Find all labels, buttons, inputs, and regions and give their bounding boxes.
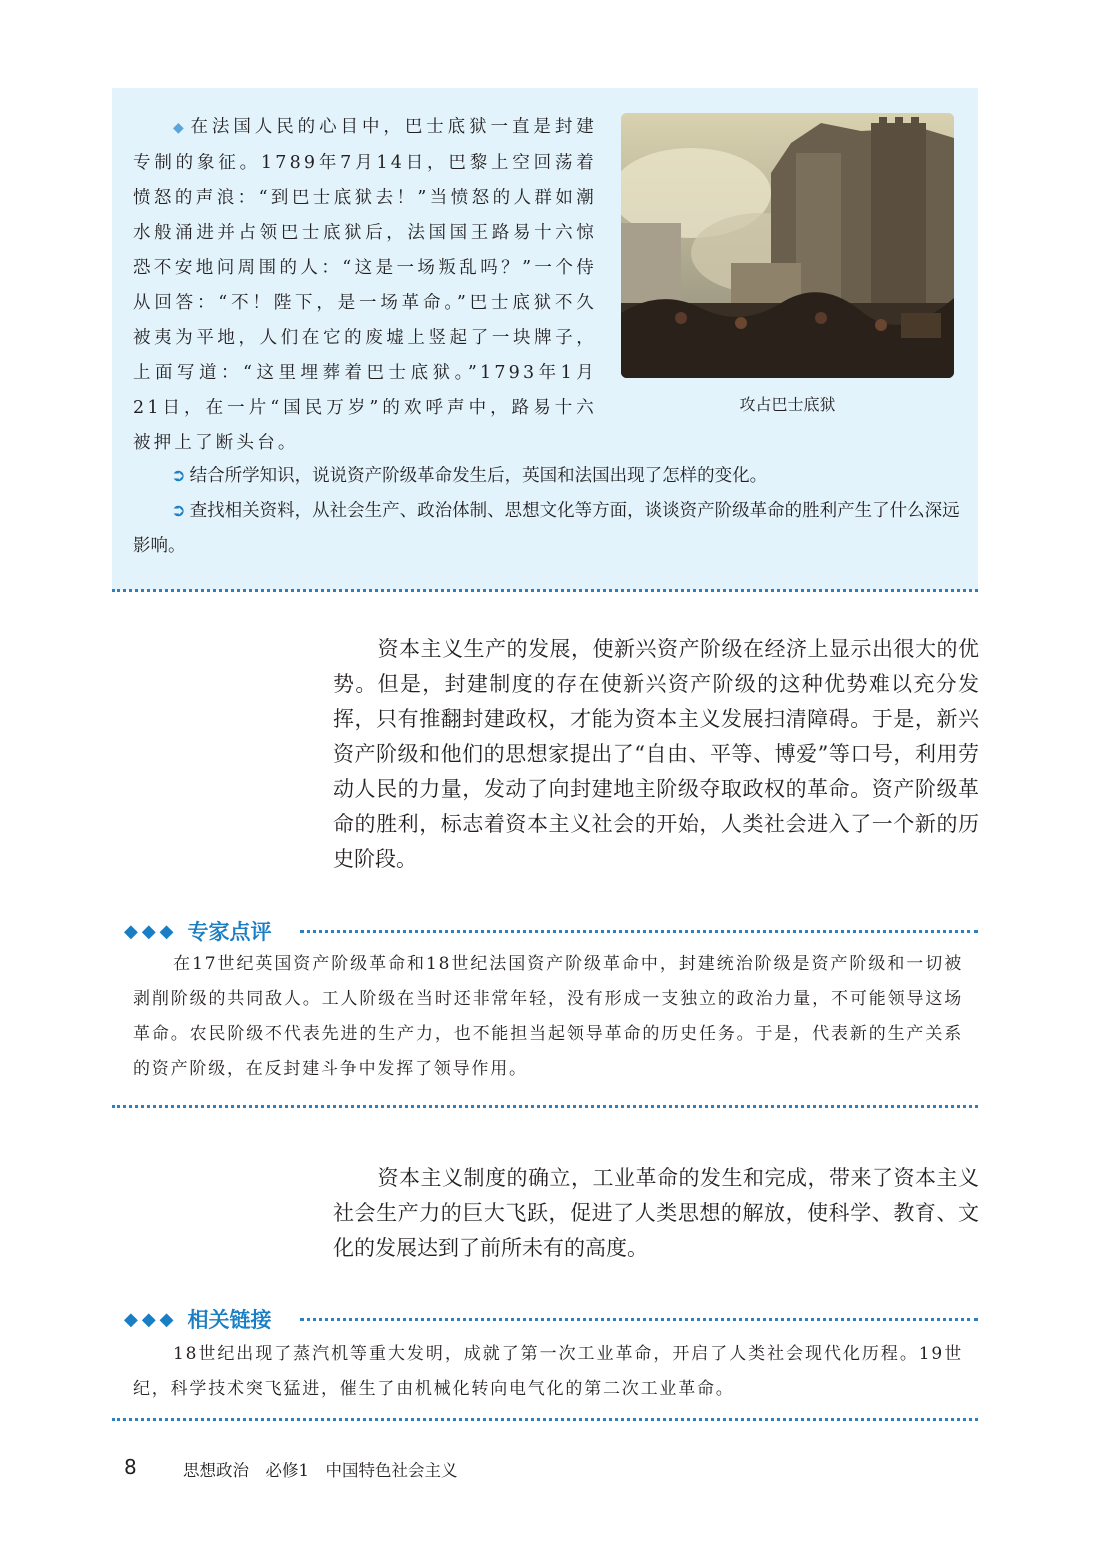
body-paragraph-2-text: 资本主义制度的确立，工业革命的发生和完成，带来了资本主义社会生产力的巨大飞跃，促进了人类思想的解放，使科学、教育、文化的发展达到了前所未有的高度。 <box>333 1166 979 1260</box>
storming-bastille-image <box>621 113 954 378</box>
expert-header-rule <box>300 930 978 933</box>
expert-comment-body: 在17世纪英国资产阶级革命和18世纪法国资产阶级革命中，封建统治阶级是资产阶级和一切被剥削阶级的共同敌人。工人阶级在当时还非常年轻，没有形成一支独立的政治力量，不可能领导这场革命。农民阶级不代表先进的生产力，也不能担当起领导革命的历史任务。于是，代表新的生产关系的资产阶级，在反封建斗争中发挥了领导作用。 <box>133 954 963 1079</box>
diamond-bullet-icon: ◆ <box>173 120 185 136</box>
story-text <box>133 110 597 461</box>
arrow-circle-icon: ➲ <box>171 466 186 486</box>
diamonds-icon: ◆◆◆ <box>124 920 178 942</box>
question-1-text: 结合所学知识，说说资产阶级革命发生后，英国和法国出现了怎样的变化。 <box>189 466 768 486</box>
related-links-title: 相关链接 <box>187 1308 272 1332</box>
story-body: 在法国人民的心目中，巴士底狱一直是封建专制的象征。1789年7月14日，巴黎上空回荡着愤怒的声浪：“到巴士底狱去！”当愤怒的人群如潮水般涌进并占领巴士底狱后，法国国王路易十六惊恐不安地问周围的人：“这是一场叛乱吗？”一个侍从回答：“不！陛下，是一场革命。”巴士底狱不久被夷为平地，人们在它的废墟上竖起了一块牌子，上面写道：“这里埋葬着巴士底狱。”1793年1月21日，在一片“国民万岁”的欢呼声中，路易十六被押上了断头台。 <box>133 117 597 453</box>
body-paragraph-1 <box>333 632 979 877</box>
body-paragraph-1-text: 资本主义生产的发展，使新兴资产阶级在经济上显示出很大的优势。但是，封建制度的存在使新兴资产阶级的这种优势难以充分发挥，只有推翻封建政权，才能为资本主义发展扫清障碍。于是，新兴资产阶级和他们的思想家提出了“自由、平等、博爱”等口号，利用劳动人民的力量，发动了向封建地主阶级夺取政权的革命。资产阶级革命的胜利，标志着资本主义社会的开始，人类社会进入了一个新的历史阶段。 <box>333 637 979 871</box>
expert-comment-header <box>124 916 272 946</box>
expert-bottom-rule <box>112 1105 978 1108</box>
image-caption: 攻占巴士底狱 <box>739 395 836 414</box>
reading-box-bottom-border <box>112 589 978 592</box>
question-2 <box>133 494 963 564</box>
book-title: 思想政治 必修1 中国特色社会主义 <box>183 1461 458 1480</box>
arrow-circle-icon: ➲ <box>171 501 186 521</box>
links-header-rule <box>300 1318 978 1321</box>
question-2-text: 查找相关资料，从社会生产、政治体制、思想文化等方面，谈谈资产阶级革命的胜利产生了什么深远影响。 <box>133 501 960 556</box>
question-1 <box>133 459 963 494</box>
bastille-painting-icon <box>621 113 954 378</box>
expert-comment-title: 专家点评 <box>187 920 272 944</box>
body-paragraph-2 <box>333 1161 979 1266</box>
related-links-text <box>133 1337 963 1407</box>
page-number: 8 <box>124 1455 137 1479</box>
links-bottom-rule <box>112 1418 978 1421</box>
diamonds-icon: ◆◆◆ <box>124 1308 178 1330</box>
related-links-header <box>124 1304 272 1334</box>
expert-comment-text <box>133 947 963 1087</box>
related-links-body: 18世纪出现了蒸汽机等重大发明，成就了第一次工业革命，开启了人类社会现代化历程。19世纪，科学技术突飞猛进，催生了由机械化转向电气化的第二次工业革命。 <box>133 1344 963 1399</box>
